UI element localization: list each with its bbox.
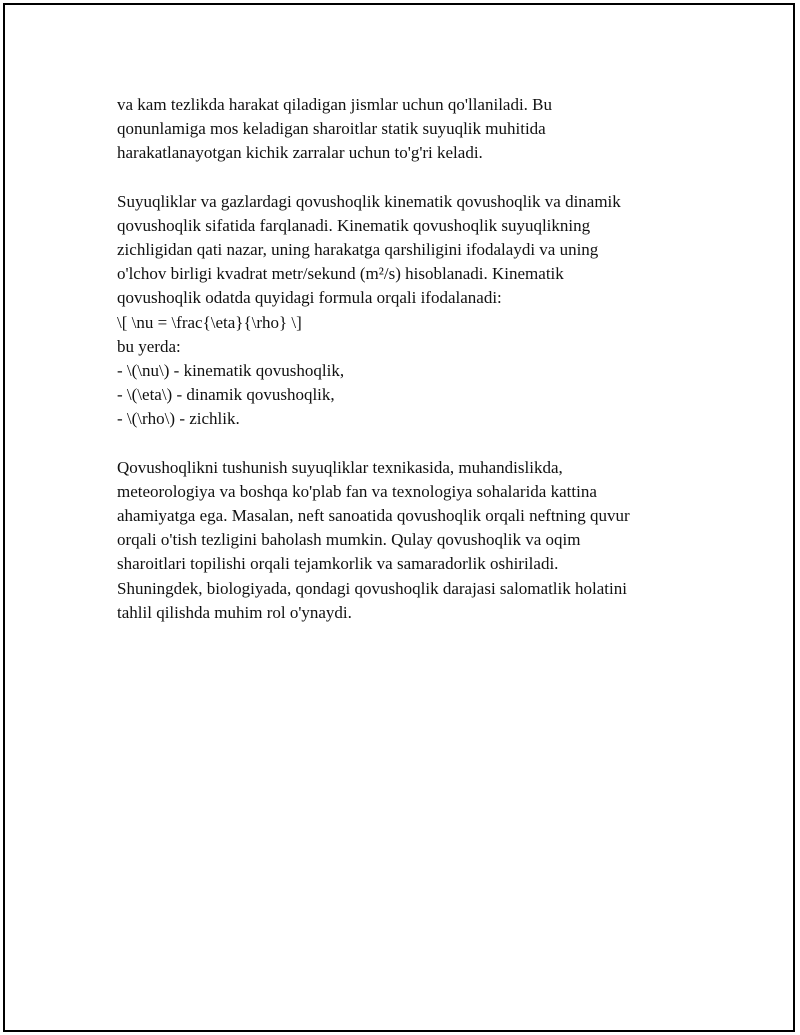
- text-line: qovushoqlik odatda quyidagi formula orqali ifodalanadi:: [117, 288, 502, 308]
- text-line: Shuningdek, biologiyada, qondagi qovushoqlik darajasi salomatlik holatini: [117, 578, 627, 598]
- text-line: zichligidan qati nazar, uning harakatga qarshiligini ifodalaydi va uning: [117, 240, 599, 260]
- text-line: Qovushoqlikni tushunish suyuqliklar texnikasida, muhandislikda,: [117, 457, 563, 477]
- formula-line: \[ \nu = \frac{\eta}{\rho} \]: [117, 312, 302, 332]
- text-line: Suyuqliklar va gazlardagi qovushoqlik kinematik qovushoqlik va dinamik: [117, 191, 621, 211]
- text-line: meteorologiya va boshqa ko'plab fan va texnologiya sohalarida kattina: [117, 481, 597, 501]
- list-item: - \(\nu\) - kinematik qovushoqlik,: [117, 361, 345, 381]
- text-line: sharoitlari topilishi orqali tejamkorlik va samaradorlik oshiriladi.: [117, 554, 559, 574]
- list-item: - \(\rho\) - zichlik.: [117, 409, 240, 429]
- text-line: tahlil qilishda muhim rol o'ynaydi.: [117, 602, 352, 622]
- text-line: qonunlamiga mos keladigan sharoitlar statik suyuqlik muhitida: [117, 119, 546, 139]
- text-line: bu yerda:: [117, 336, 181, 356]
- paragraph-2: [117, 190, 697, 432]
- text-line: qovushoqlik sifatida farqlanadi. Kinematik qovushoqlik suyuqlikning: [117, 215, 591, 235]
- text-line: orqali o'tish tezligini baholash mumkin. Qulay qovushoqlik va oqim: [117, 530, 581, 550]
- list-item: - \(\eta\) - dinamik qovushoqlik,: [117, 385, 335, 405]
- document-body: [117, 93, 697, 649]
- paragraph-3: [117, 456, 697, 625]
- paragraph-1: [117, 93, 697, 166]
- text-line: harakatlanayotgan kichik zarralar uchun to'g'ri keladi.: [117, 143, 483, 163]
- text-line: va kam tezlikda harakat qiladigan jismlar uchun qo'llaniladi. Bu: [117, 95, 553, 114]
- text-line: o'lchov birligi kvadrat metr/sekund (m²/s) hisoblanadi. Kinematik: [117, 264, 564, 284]
- text-line: ahamiyatga ega. Masalan, neft sanoatida qovushoqlik orqali neftning quvur: [117, 506, 630, 526]
